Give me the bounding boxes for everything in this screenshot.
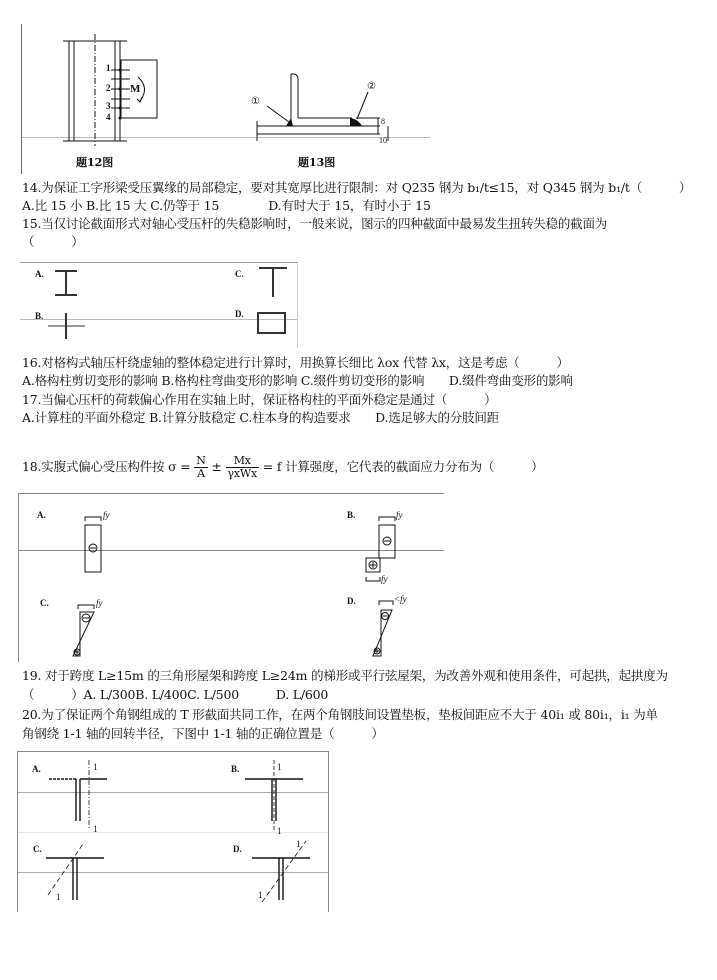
figure-13-caption: 题13图 xyxy=(298,156,336,169)
axis-label-d-top: 1 xyxy=(296,839,301,849)
q15-sections xyxy=(20,263,297,348)
stress-fy-b-top: fy xyxy=(396,510,403,520)
axis-label-a-top: 1 xyxy=(93,762,98,772)
plus-minus: ± xyxy=(211,459,222,474)
q18-figure xyxy=(18,493,444,662)
figures-12-13 xyxy=(0,0,440,175)
q15-figure xyxy=(20,262,298,348)
q15-blank: （ ） xyxy=(22,234,84,249)
q17-options: A.计算柱的平面外稳定 B.计算分肢稳定 C.柱本身的构造要求 D.选足够大的分肢间距 xyxy=(22,410,499,425)
axis-label-b-bottom: 1 xyxy=(277,826,282,836)
bolt-label-4: 4 xyxy=(106,112,111,122)
q18-stem-prefix: 18.实腹式偏心受压构件按 xyxy=(22,459,165,474)
q15-label-c: C. xyxy=(235,269,244,279)
q19-options: （ ）A. L/300B. L/400C. L/500 D. L/600 xyxy=(22,687,329,702)
q18-label-c: C. xyxy=(40,598,49,608)
q19-stem: 19. 对于跨度 L≥15m 的三角形屋架和跨度 L≥24m 的梯形或平行弦屋架，为改善外观和使用条件，可起拱，起拱度为 xyxy=(22,668,668,683)
q14-stem: 14.为保证工字形梁受压翼缘的局部稳定，要对其宽厚比进行限制：对 Q235 钢为 b₁/t≤15，对 Q345 钢为 b₁/t（ ） xyxy=(22,180,692,195)
q20-label-d: D. xyxy=(233,844,242,854)
m-over-gw xyxy=(226,455,260,480)
q15-stem: 15.当仅讨论截面形式对轴心受压杆的失稳影响时，一般来说，图示的四种截面中最易发生扭转失稳的截面为 xyxy=(22,216,608,231)
q20-stem-line1: 20.为了保证两个角钢组成的 T 形截面共同工作，在两个角钢肢间设置垫板，垫板间距应不大于 40i₁ 或 80i₁，i₁ 为单 xyxy=(22,707,658,722)
bolt-label-1: 1 xyxy=(106,63,111,73)
q18-label-a: A. xyxy=(37,510,46,520)
stress-fy-c: fy xyxy=(96,598,103,608)
q16-options: A.格构柱剪切变形的影响 B.格构柱弯曲变形的影响 C.缀件剪切变形的影响 D.缀件弯曲变形的影响 xyxy=(22,373,573,388)
q15-label-d: D. xyxy=(235,309,244,319)
q20-t-sections xyxy=(18,752,328,912)
bolt-label-2: 2 xyxy=(106,83,111,93)
q16-stem: 16.对格构式轴压杆绕虚轴的整体稳定进行计算时，用换算长细比 λox 代替 λx，这是考虑（ ） xyxy=(22,355,569,370)
moment-label: M xyxy=(130,83,141,95)
axis-label-b-top: 1 xyxy=(277,762,282,772)
axis-label-c: 1 xyxy=(56,892,61,902)
q14-options: A.比 15 小 B.比 15 大 C.仍等于 15 D.有时大于 15，有时小于 15 xyxy=(22,198,431,213)
weld-label-2: ② xyxy=(367,81,376,92)
q18-label-d: D. xyxy=(347,596,356,606)
figure-12-caption: 题12图 xyxy=(76,156,114,169)
q18-stem xyxy=(22,452,543,482)
q20-label-b: B. xyxy=(231,764,240,774)
stress-fy-b-bottom: fy xyxy=(381,574,388,584)
dim-label-10: 10 xyxy=(379,136,387,145)
q15-label-a: A. xyxy=(35,269,44,279)
q20-label-c: C. xyxy=(33,844,42,854)
equals-f: = f xyxy=(262,459,282,474)
q20-label-a: A. xyxy=(32,764,41,774)
weld-label-1: ① xyxy=(251,96,260,107)
frac-den: A xyxy=(197,467,205,480)
axis-label-a-bottom: 1 xyxy=(93,824,98,834)
bolt-label-3: 3 xyxy=(106,101,111,111)
stress-less-fy-d: <fy xyxy=(394,594,407,604)
q17-stem: 17.当偏心压杆的荷载偏心作用在实轴上时，保证格构柱的平面外稳定是通过（ ） xyxy=(22,392,497,407)
sigma-eq: σ = xyxy=(168,459,191,474)
n-over-a xyxy=(194,455,207,480)
dim-label-8: 8 xyxy=(381,117,385,126)
frac-num: N xyxy=(196,454,206,467)
q18-stem-suffix: 计算强度，它代表的截面应力分布为（ ） xyxy=(285,459,544,474)
axis-label-d-bottom: 1 xyxy=(258,890,263,900)
q15-label-b: B. xyxy=(35,311,44,321)
q20-figure xyxy=(17,751,329,912)
q18-label-b: B. xyxy=(347,510,356,520)
frac-num: Mx xyxy=(226,455,260,468)
stress-fy-a: fy xyxy=(103,510,110,520)
frac-den: γxWx xyxy=(227,467,258,480)
q20-stem-line2: 角钢绕 1-1 轴的回转半径，下图中 1-1 轴的正确位置是（ ） xyxy=(22,726,384,741)
